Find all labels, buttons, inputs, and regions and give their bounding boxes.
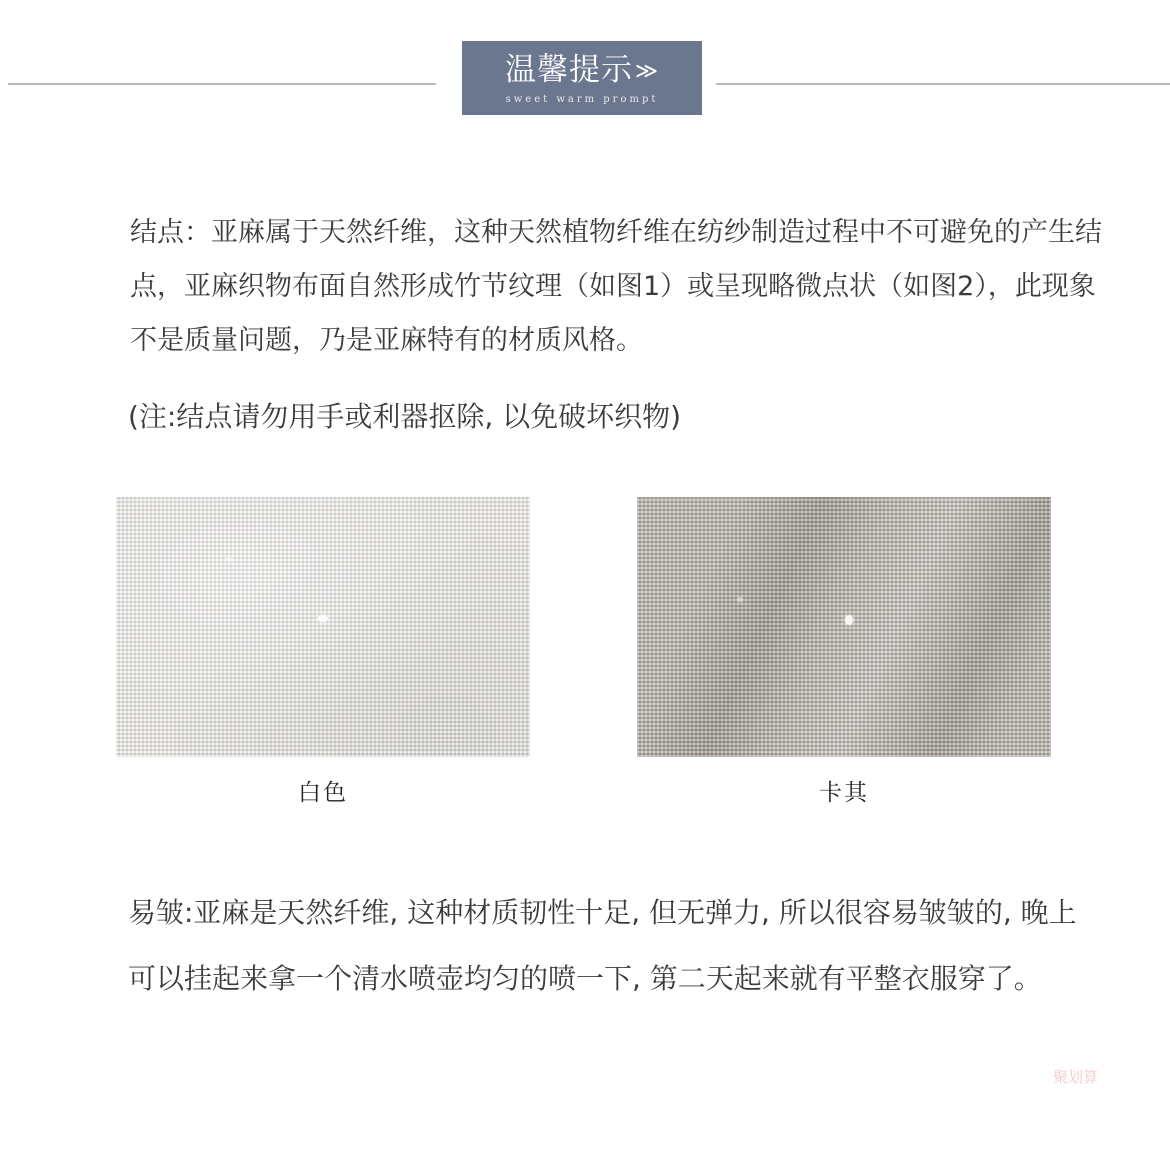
swatch-khaki-image <box>637 497 1051 757</box>
swatch-white-image <box>116 497 530 757</box>
knot-paragraph: 结点：亚麻属于天然纤维，这种天然植物纤维在纺纱制造过程中不可避免的产生结点，亚麻织物布面自然形成竹节纹理（如图1）或呈现略微点状（如图2），此现象不是质量问题，乃是亚麻特有的材质风格。 <box>130 217 1102 356</box>
knot-note: (注:结点请勿用手或利器抠除, 以免破坏织物) <box>128 400 682 433</box>
tips-subtitle: sweet warm prompt <box>505 93 659 105</box>
fabric-knot <box>318 615 328 622</box>
header-rule-right <box>716 83 1170 85</box>
watermark: 聚划算 <box>1053 1068 1099 1086</box>
header-rule-left <box>8 83 436 85</box>
fabric-knot <box>226 557 232 562</box>
fabric-knot <box>737 597 743 602</box>
swatch-khaki-caption: 卡其 <box>819 780 869 806</box>
tips-title: 温馨提示≫ <box>504 52 660 88</box>
wrinkle-paragraph: 易皱:亚麻是天然纤维, 这种材质韧性十足, 但无弹力, 所以很容易皱皱的, 晚上可以挂起来拿一个清水喷壶均匀的喷一下, 第二天起来就有平整衣服穿了。 <box>128 896 1077 995</box>
chevron-down-icon: ≫ <box>634 58 660 84</box>
fabric-knot <box>845 615 853 625</box>
tips-badge <box>462 41 702 115</box>
swatch-white-caption: 白色 <box>298 780 348 806</box>
